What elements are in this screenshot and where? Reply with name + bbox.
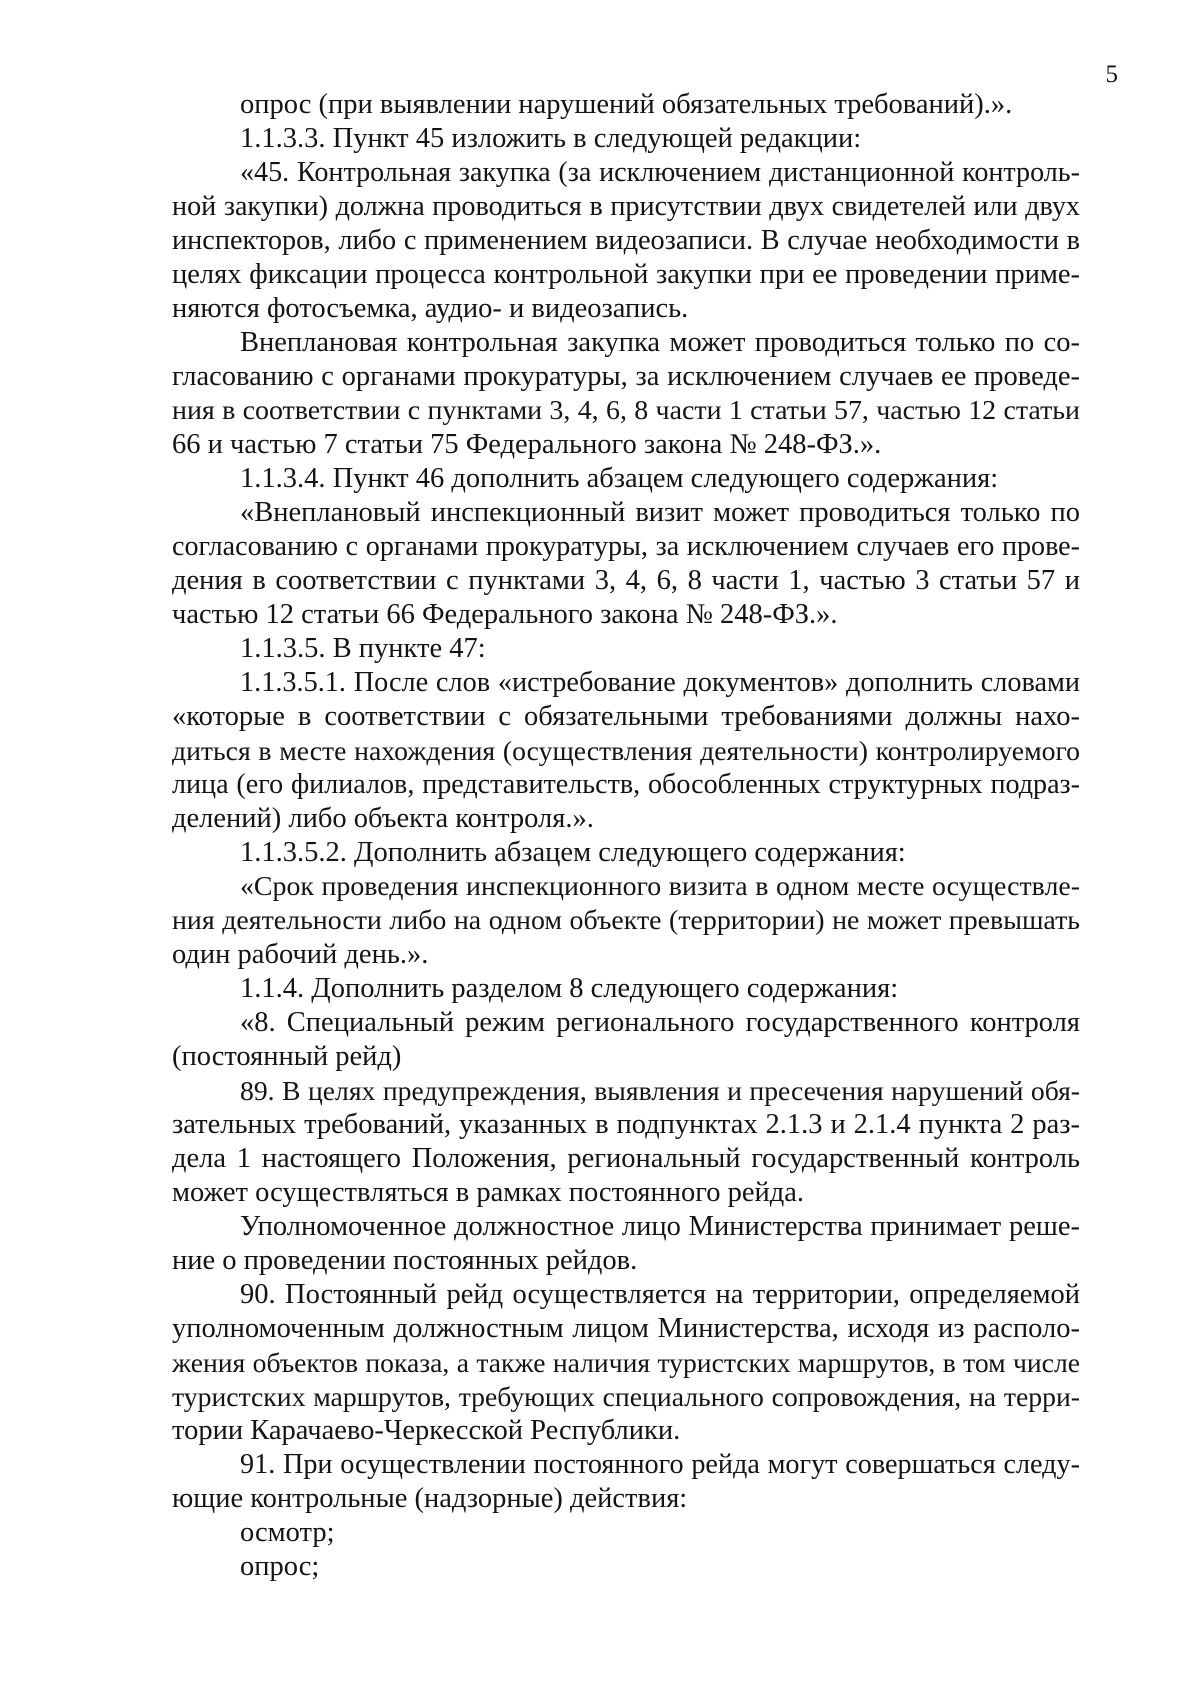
text-line: 1.1.3.4. Пункт 46 дополнить абзацем следующего содержания: bbox=[240, 463, 999, 494]
text-line: ние о проведении постоянных рейдов. bbox=[172, 1245, 638, 1276]
text-line: целях фиксации процесса контрольной закупки при ее проведении приме- bbox=[172, 259, 1080, 290]
text-line: частью 12 статьи 66 Федерального закона № 248-ФЗ.». bbox=[172, 599, 838, 630]
text-line: диться в месте нахождения (осуществления деятельности) контролируемого bbox=[172, 735, 1080, 766]
text-line: 1.1.4. Дополнить разделом 8 следующего содержания: bbox=[240, 973, 899, 1004]
page-number: 5 bbox=[1105, 61, 1118, 88]
text-line: ния в соответствии с пунктами 3, 4, 6, 8 части 1 статьи 57, частью 12 статьи bbox=[172, 395, 1080, 426]
text-line: 90. Постоянный рейд осуществляется на территории, определяемой bbox=[240, 1279, 1080, 1310]
text-line: «Срок проведения инспекционного визита в одном месте осуществле- bbox=[240, 871, 1080, 902]
text-line: делений) либо объекта контроля.». bbox=[172, 803, 594, 834]
text-line: один рабочий день.». bbox=[172, 939, 429, 970]
text-line: 1.1.3.5.2. Дополнить абзацем следующего содержания: bbox=[240, 837, 906, 868]
text-line: «которые в соответствии с обязательными требованиями должны нахо- bbox=[172, 701, 1080, 732]
text-line: жения объектов показа, а также наличия туристских маршрутов, в том числе bbox=[172, 1347, 1080, 1378]
text-line: ния деятельности либо на одном объекте (территории) не может превышать bbox=[172, 905, 1080, 936]
text-line: опрос; bbox=[240, 1551, 320, 1582]
text-line: Внеплановая контрольная закупка может проводиться только по со- bbox=[240, 327, 1080, 358]
text-line: 1.1.3.5. В пункте 47: bbox=[240, 633, 486, 664]
text-line: опрос (при выявлении нарушений обязательных требований).». bbox=[240, 89, 1013, 120]
text-line: может осуществляться в рамках постоянного рейда. bbox=[172, 1177, 805, 1208]
text-line: «45. Контрольная закупка (за исключением дистанционной контроль- bbox=[240, 157, 1080, 188]
text-line: «8. Специальный режим регионального государственного контроля bbox=[240, 1007, 1080, 1038]
text-line: ной закупки) должна проводиться в присутствии двух свидетелей или двух bbox=[172, 191, 1080, 222]
text-line: 66 и частью 7 статьи 75 Федерального закона № 248-ФЗ.». bbox=[172, 429, 882, 460]
text-line: дения в соответствии с пунктами 3, 4, 6, 8 части 1, частью 3 статьи 57 и bbox=[172, 565, 1080, 596]
text-line: туристских маршрутов, требующих специального сопровождения, на терри- bbox=[172, 1381, 1080, 1412]
text-line: тории Карачаево-Черкесской Республики. bbox=[172, 1415, 681, 1446]
text-line: согласованию с органами прокуратуры, за исключением случаев его прове- bbox=[172, 531, 1080, 562]
text-line: няются фотосъемка, аудио- и видеозапись. bbox=[172, 293, 689, 324]
text-line: 89. В целях предупреждения, выявления и пресечения нарушений обя- bbox=[240, 1075, 1080, 1106]
text-line: (постоянный рейд) bbox=[172, 1041, 402, 1072]
text-line: гласованию с органами прокуратуры, за исключением случаев ее проведе- bbox=[172, 361, 1080, 392]
text-line: «Внеплановый инспекционный визит может проводиться только по bbox=[240, 497, 1080, 528]
text-line: 1.1.3.5.1. После слов «истребование документов» дополнить словами bbox=[240, 667, 1080, 698]
text-line: дела 1 настоящего Положения, региональный государственный контроль bbox=[172, 1143, 1080, 1174]
text-line: ющие контрольные (надзорные) действия: bbox=[172, 1483, 688, 1514]
text-line: инспекторов, либо с применением видеозаписи. В случае необходимости в bbox=[172, 225, 1080, 256]
text-line: лица (его филиалов, представительств, обособленных структурных подраз- bbox=[172, 769, 1080, 800]
text-line: Уполномоченное должностное лицо Министерства принимает реше- bbox=[240, 1211, 1080, 1242]
text-line: осмотр; bbox=[240, 1517, 335, 1548]
text-line: 1.1.3.3. Пункт 45 изложить в следующей редакции: bbox=[240, 123, 862, 154]
text-line: уполномоченным должностным лицом Министерства, исходя из располо- bbox=[172, 1313, 1080, 1344]
text-line: зательных требований, указанных в подпунктах 2.1.3 и 2.1.4 пункта 2 раз- bbox=[172, 1109, 1080, 1140]
document-body bbox=[172, 88, 1080, 1584]
text-line: 91. При осуществлении постоянного рейда могут совершаться следу- bbox=[240, 1449, 1080, 1480]
